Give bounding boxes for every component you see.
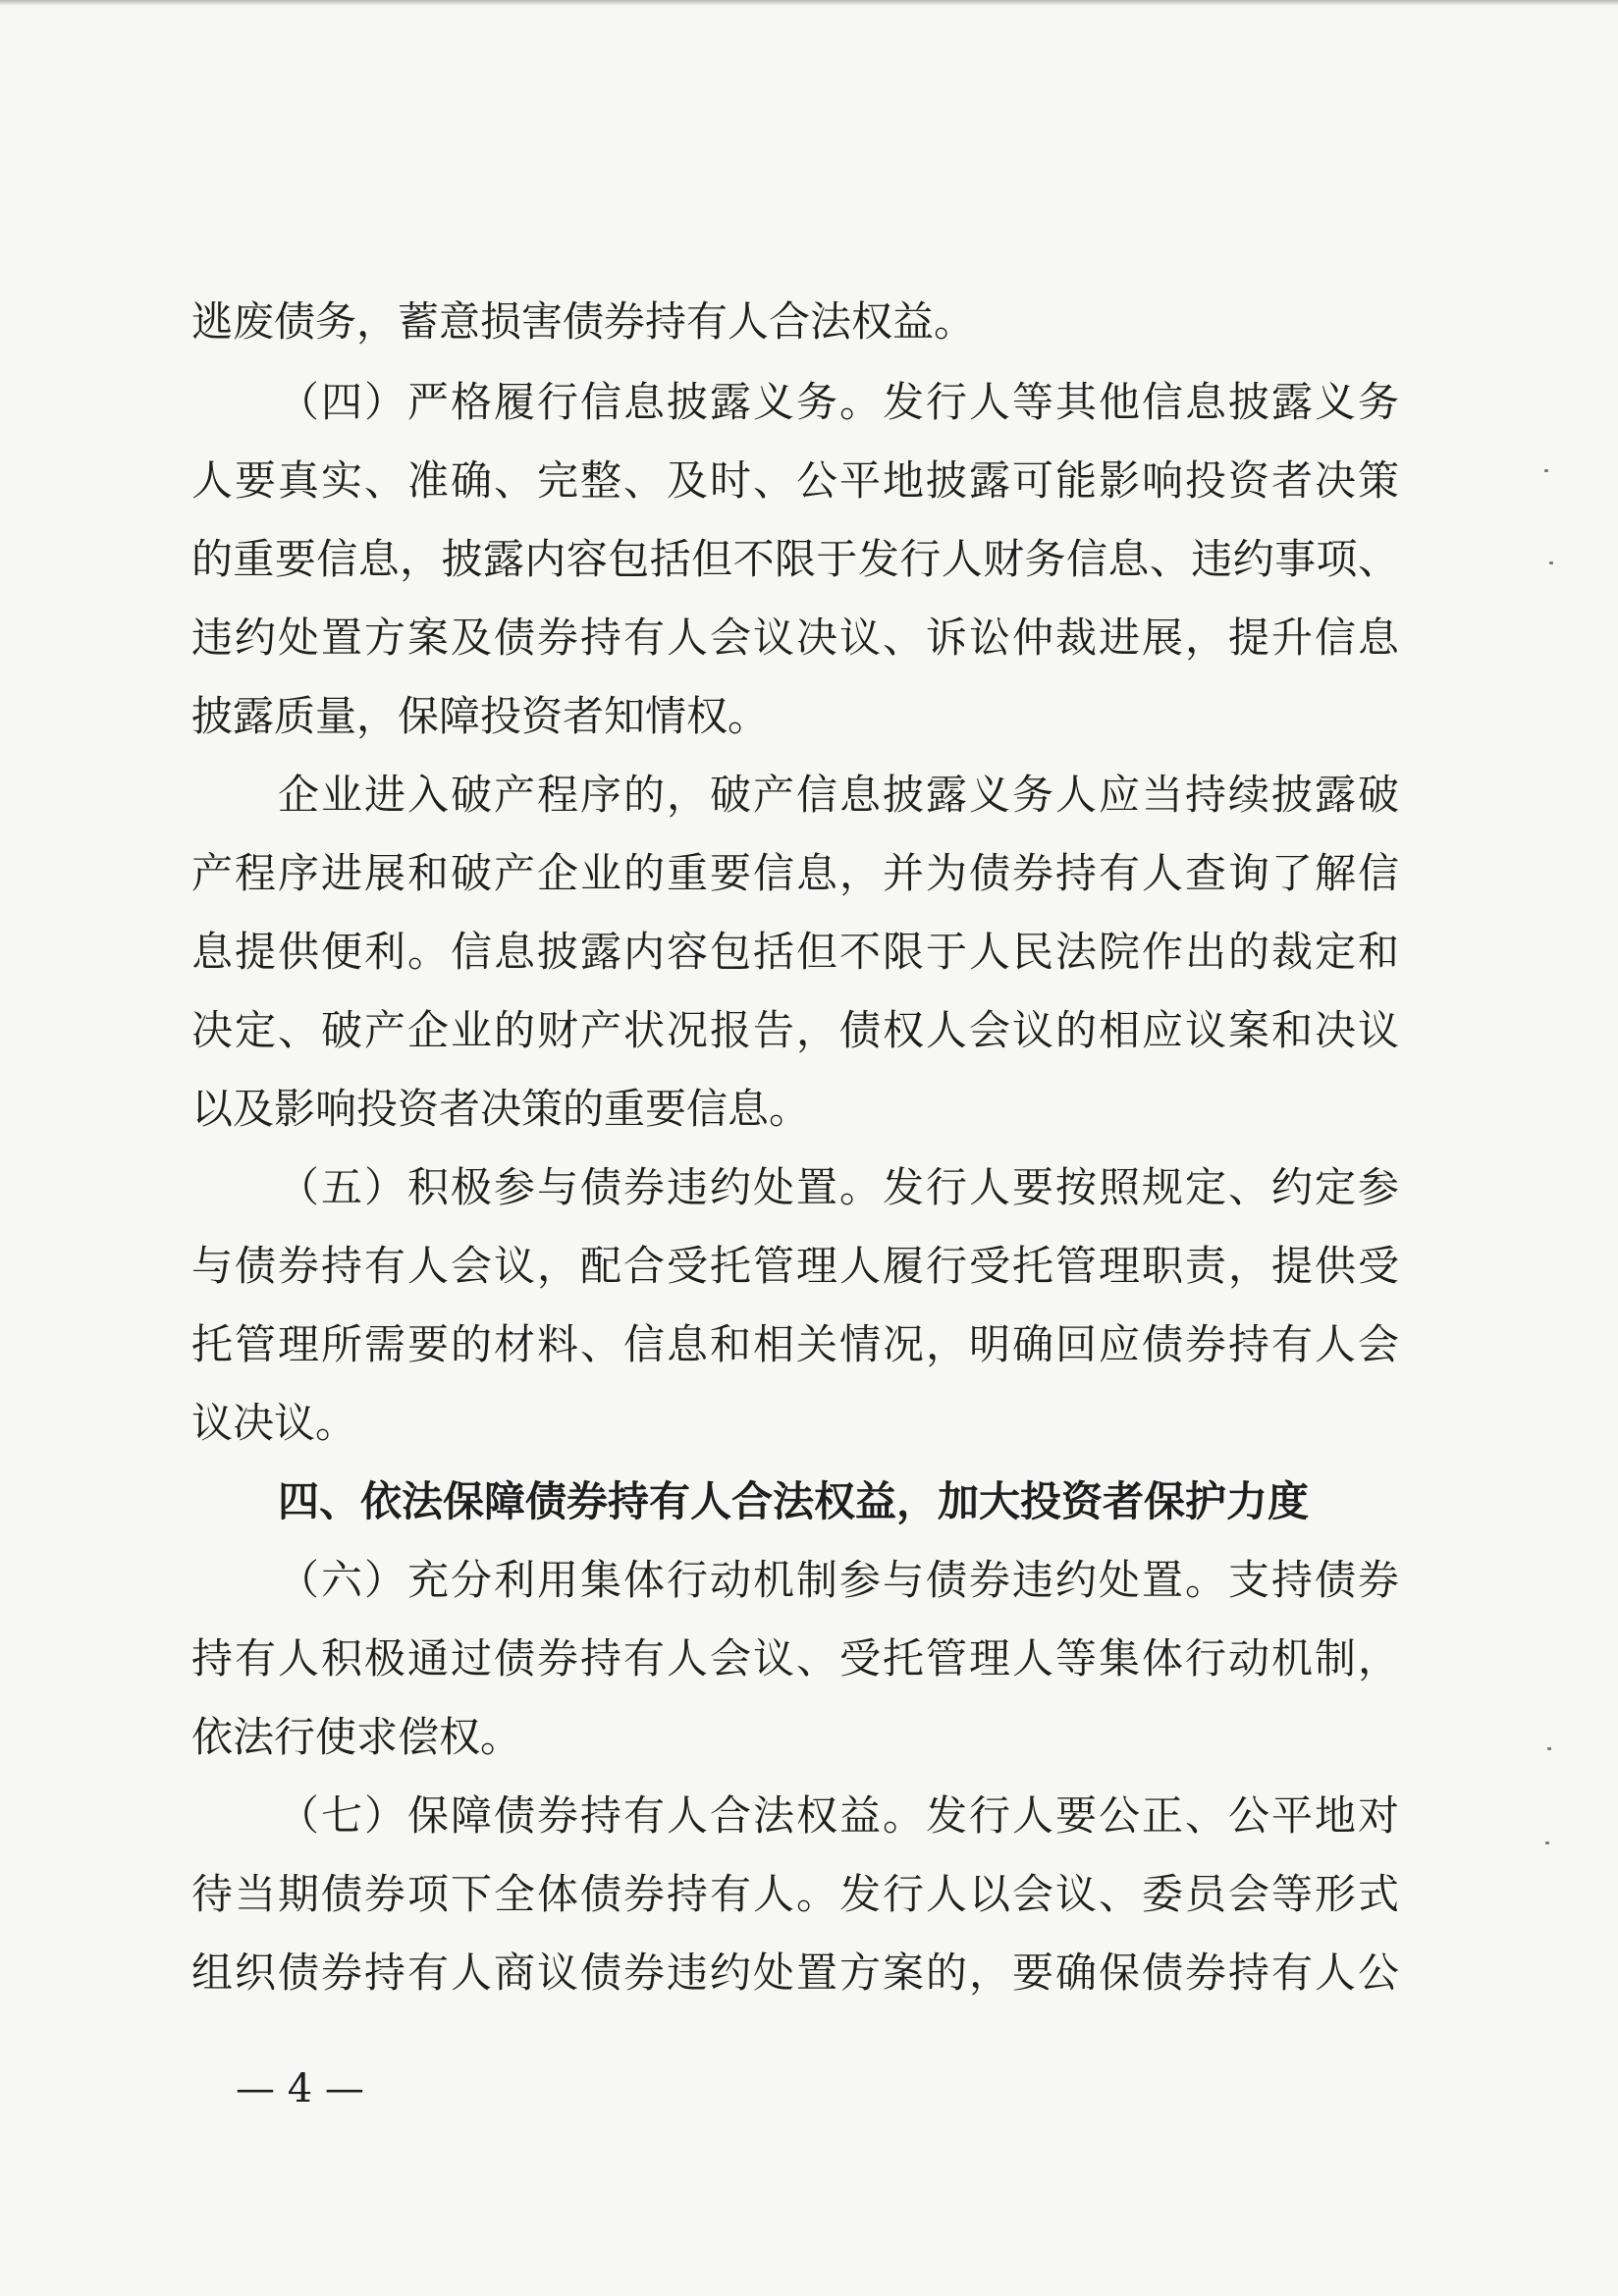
body-line: 组织债券持有人商议债券违约处置方案的，要确保债券持有人公: [191, 1949, 1399, 1997]
body-line: 人要真实、准确、完整、及时、公平地披露可能影响投资者决策: [191, 456, 1399, 505]
paragraph-4-start: （四）严格履行信息披露义务。发行人等其他信息披露义务: [278, 378, 1399, 426]
body-line: 违约处置方案及债券持有人会议决议、诉讼仲裁进展，提升信息: [191, 614, 1399, 662]
scan-speck: [1549, 561, 1553, 564]
page-number: — 4 —: [236, 2066, 364, 2111]
body-line: 产程序进展和破产企业的重要信息，并为债券持有人查询了解信: [191, 849, 1399, 897]
scan-speck: [1545, 1842, 1549, 1844]
body-line: 息提供便利。信息披露内容包括但不限于人民法院作出的裁定和: [191, 928, 1399, 976]
section-heading: 四、依法保障债券持有人合法权益，加大投资者保护力度: [278, 1477, 1310, 1525]
paragraph-6-start: （六）充分利用集体行动机制参与债券违约处置。支持债券: [278, 1556, 1399, 1604]
paragraph-bankruptcy-start: 企业进入破产程序的，破产信息披露义务人应当持续披露破: [278, 771, 1399, 819]
body-line: 持有人积极通过债券持有人会议、受托管理人等集体行动机制，: [191, 1634, 1399, 1682]
body-line: 以及影响投资者决策的重要信息。: [191, 1085, 811, 1133]
scan-speck: [1544, 469, 1548, 472]
scan-speck: [1547, 1747, 1551, 1750]
paragraph-5-start: （五）积极参与债券违约处置。发行人要按照规定、约定参: [278, 1163, 1399, 1211]
body-line: 托管理所需要的材料、信息和相关情况，明确回应债券持有人会: [191, 1320, 1399, 1368]
body-line: 依法行使求偿权。: [191, 1713, 522, 1761]
body-line: 决定、破产企业的财产状况报告，债权人会议的相应议案和决议: [191, 1006, 1399, 1054]
body-line: 逃废债务，蓄意损害债券持有人合法权益。: [191, 297, 976, 346]
paragraph-7-start: （七）保障债券持有人合法权益。发行人要公正、公平地对: [278, 1791, 1399, 1840]
body-line: 披露质量，保障投资者知情权。: [191, 692, 770, 740]
body-line: 与债券持有人会议，配合受托管理人履行受托管理职责，提供受: [191, 1242, 1399, 1290]
body-line: 待当期债券项下全体债券持有人。发行人以会议、委员会等形式: [191, 1870, 1399, 1918]
body-line: 议决议。: [191, 1399, 357, 1447]
body-line: 的重要信息，披露内容包括但不限于发行人财务信息、违约事项、: [191, 535, 1399, 583]
